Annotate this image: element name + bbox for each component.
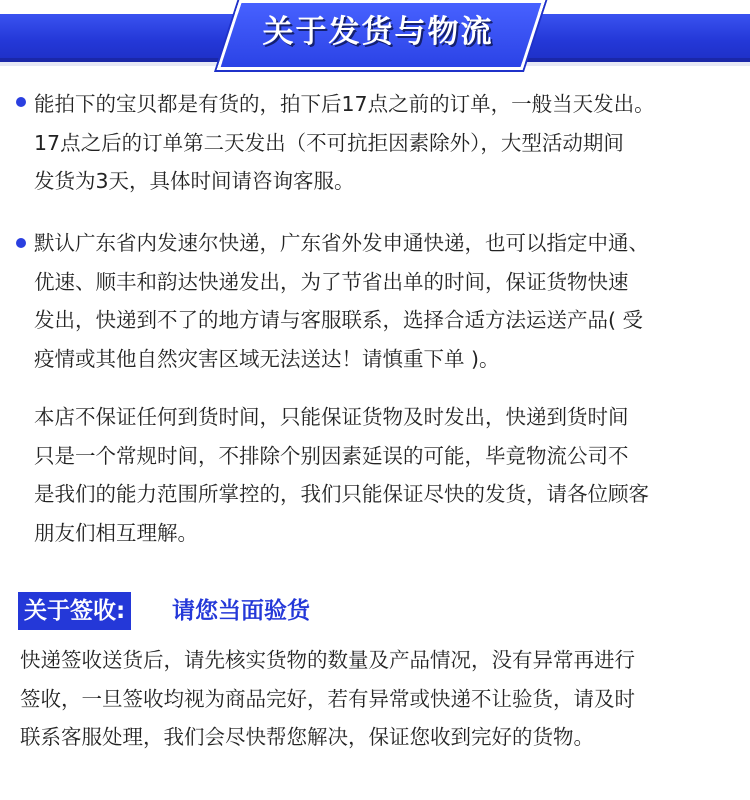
courier-line: 疫情或其他自然灾害区域无法送达！请慎重下单 )。 [34, 346, 500, 371]
shipping-line: 发货为3天，具体时间请咨询客服。 [34, 169, 355, 193]
signing-line: 快递签收送货后，请先核实货物的数量及产品情况，没有异常再进行 [20, 648, 635, 672]
shipping-line: 17点之后的订单第二天发出（不可抗拒因素除外），大型活动期间 [34, 130, 624, 155]
signing-line: 签收，一旦签收均视为商品完好，若有异常或快递不让验货，请及时 [20, 686, 635, 711]
shipping-line: 能拍下的宝贝都是有货的，拍下后17点之前的订单，一般当天发出。 [34, 92, 655, 116]
header-banner [0, 0, 750, 82]
disclaimer-line: 本店不保证任何到货时间，只能保证货物及时发出，快递到货时间 [34, 405, 629, 429]
disclaimer-paragraph [34, 398, 746, 552]
disclaimer-line: 是我们的能力范围所掌控的，我们只能保证尽快的发货，请各位顾客 [34, 482, 649, 506]
signing-section-label: 关于签收: [18, 592, 131, 630]
courier-line: 发出，快递到不了的地方请与客服联系，选择合适方法运送产品( 受 [34, 308, 644, 332]
courier-line: 默认广东省内发速尔快递，广东省外发申通快递，也可以指定中通、 [34, 231, 649, 255]
bullet-dot-shipping [16, 97, 26, 107]
disclaimer-line: 朋友们相互理解。 [34, 520, 198, 545]
signing-section-title: 请您当面验货 [172, 598, 310, 624]
page-title: 关于发货与物流 [262, 14, 494, 50]
bullet-dot-courier [16, 238, 26, 248]
courier-line: 优速、顺丰和韵达快递发出，为了节省出单的时间，保证货物快速 [34, 269, 629, 294]
signing-line: 联系客服处理，我们会尽快帮您解决，保证您收到完好的货物。 [20, 725, 594, 749]
signing-paragraph [20, 641, 746, 757]
shipping-paragraph [34, 85, 746, 201]
disclaimer-line: 只是一个常规时间，不排除个别因素延误的可能，毕竟物流公司不 [34, 443, 629, 468]
courier-paragraph [34, 224, 746, 378]
